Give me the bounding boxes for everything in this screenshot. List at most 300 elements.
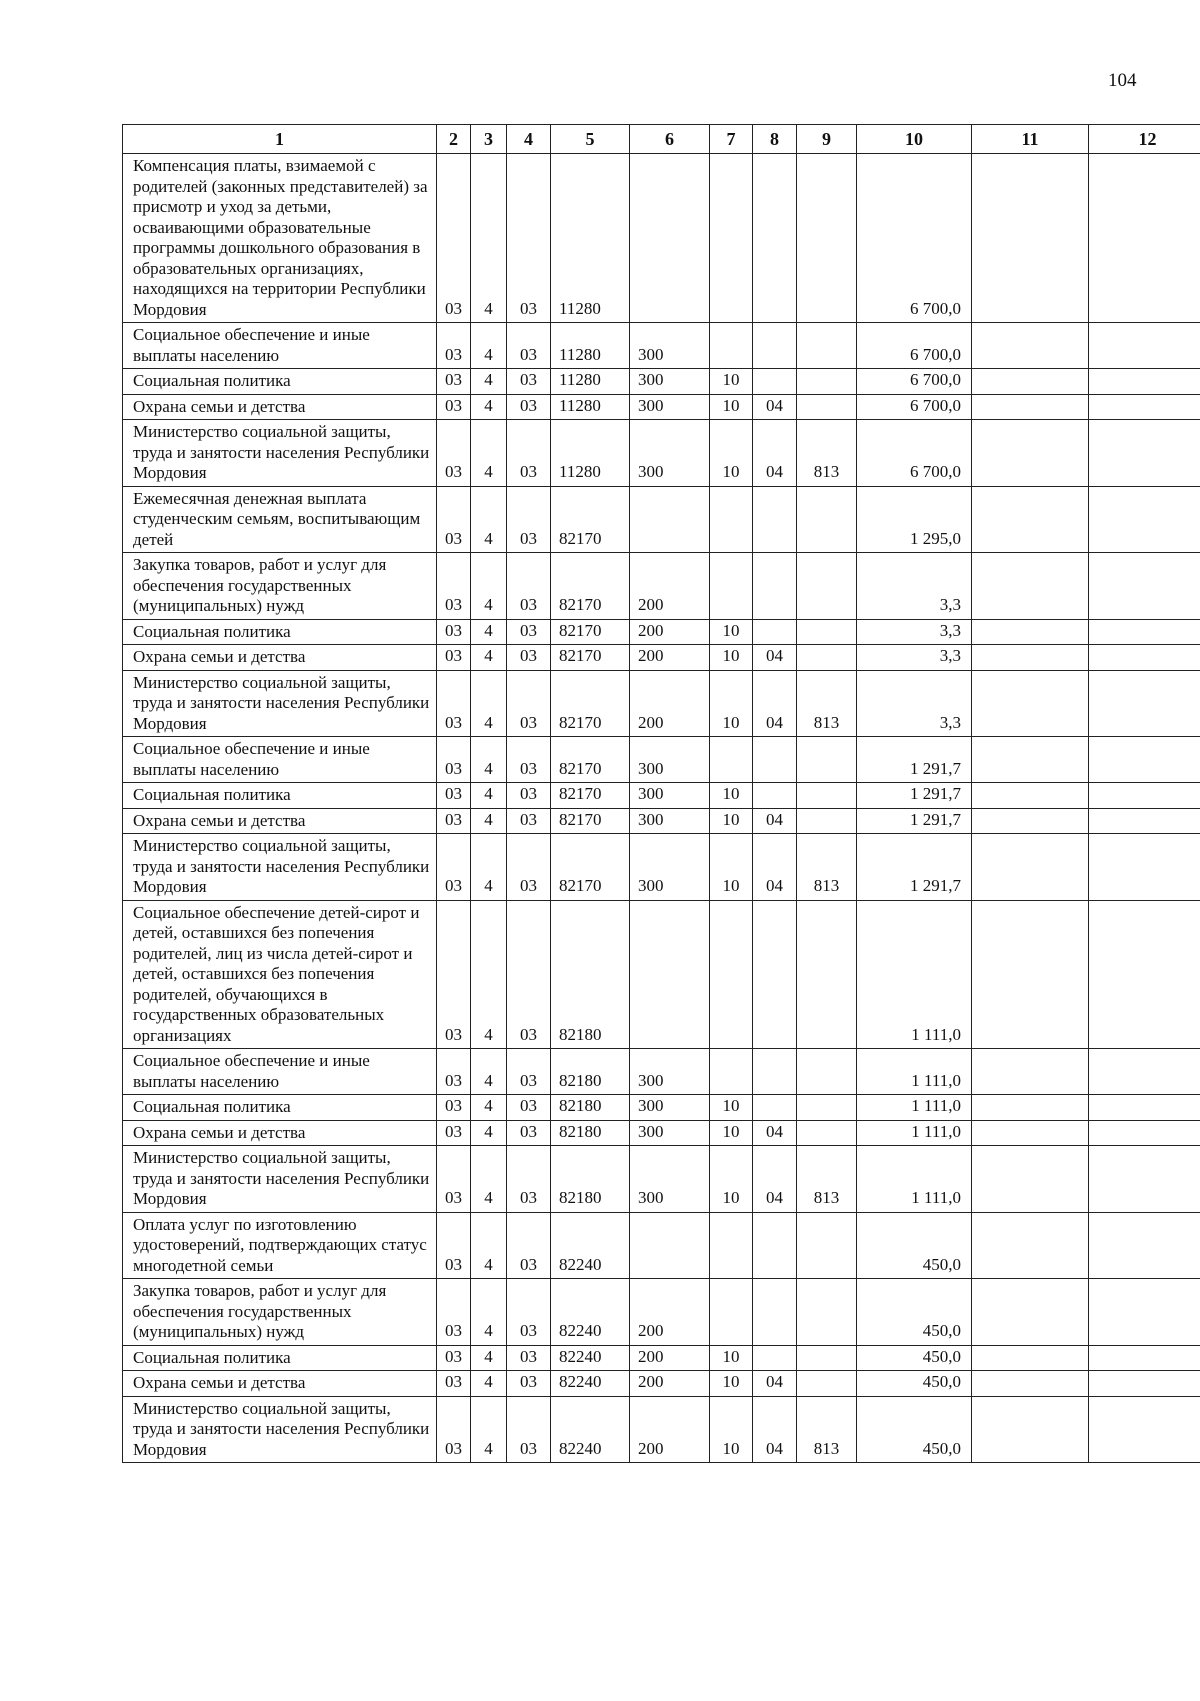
cell-col-2: 03 bbox=[437, 1396, 471, 1463]
cell-col-5: 82170 bbox=[551, 783, 630, 809]
table-row bbox=[123, 1371, 1200, 1397]
row-label: Охрана семьи и детства bbox=[123, 1371, 437, 1397]
cell-col-8 bbox=[753, 619, 797, 645]
cell-col-7: 10 bbox=[710, 619, 753, 645]
cell-col-11 bbox=[972, 420, 1089, 487]
cell-col-3: 4 bbox=[471, 834, 507, 901]
row-label: Социальная политика bbox=[123, 619, 437, 645]
cell-col-10: 1 291,7 bbox=[857, 808, 972, 834]
column-header: 11 bbox=[972, 125, 1089, 154]
row-label: Министерство социальной защиты, труда и занятости населения Республики Мордовия bbox=[123, 1146, 437, 1213]
table-row bbox=[123, 394, 1200, 420]
cell-col-8 bbox=[753, 900, 797, 1049]
cell-col-2: 03 bbox=[437, 783, 471, 809]
cell-col-2: 03 bbox=[437, 154, 471, 323]
cell-col-3: 4 bbox=[471, 1212, 507, 1279]
cell-col-5: 11280 bbox=[551, 369, 630, 395]
cell-col-9 bbox=[797, 1049, 857, 1095]
cell-col-10: 1 111,0 bbox=[857, 1095, 972, 1121]
cell-col-6: 300 bbox=[630, 1049, 710, 1095]
cell-col-4: 03 bbox=[507, 1120, 551, 1146]
cell-col-9 bbox=[797, 1212, 857, 1279]
cell-col-4: 03 bbox=[507, 834, 551, 901]
table-row bbox=[123, 808, 1200, 834]
cell-col-2: 03 bbox=[437, 420, 471, 487]
column-header: 9 bbox=[797, 125, 857, 154]
cell-col-10: 450,0 bbox=[857, 1212, 972, 1279]
cell-col-3: 4 bbox=[471, 1049, 507, 1095]
cell-col-3: 4 bbox=[471, 369, 507, 395]
cell-col-10: 3,3 bbox=[857, 670, 972, 737]
cell-col-11 bbox=[972, 1049, 1089, 1095]
cell-col-8 bbox=[753, 1095, 797, 1121]
cell-col-7 bbox=[710, 323, 753, 369]
cell-col-4: 03 bbox=[507, 394, 551, 420]
cell-col-4: 03 bbox=[507, 737, 551, 783]
cell-col-6: 300 bbox=[630, 323, 710, 369]
cell-col-12 bbox=[1089, 900, 1200, 1049]
row-label: Социальное обеспечение и иные выплаты населению bbox=[123, 1049, 437, 1095]
cell-col-6: 300 bbox=[630, 783, 710, 809]
cell-col-4: 03 bbox=[507, 323, 551, 369]
cell-col-12 bbox=[1089, 1345, 1200, 1371]
cell-col-9 bbox=[797, 783, 857, 809]
table-row bbox=[123, 369, 1200, 395]
cell-col-8 bbox=[753, 1279, 797, 1346]
cell-col-9 bbox=[797, 394, 857, 420]
cell-col-9 bbox=[797, 808, 857, 834]
cell-col-3: 4 bbox=[471, 1279, 507, 1346]
cell-col-8: 04 bbox=[753, 1120, 797, 1146]
cell-col-3: 4 bbox=[471, 1120, 507, 1146]
cell-col-10: 3,3 bbox=[857, 619, 972, 645]
table-row bbox=[123, 1049, 1200, 1095]
table-row bbox=[123, 900, 1200, 1049]
cell-col-3: 4 bbox=[471, 808, 507, 834]
cell-col-12 bbox=[1089, 834, 1200, 901]
cell-col-3: 4 bbox=[471, 1396, 507, 1463]
cell-col-7: 10 bbox=[710, 1345, 753, 1371]
row-label: Закупка товаров, работ и услуг для обеспечения государственных (муниципальных) нужд bbox=[123, 553, 437, 620]
cell-col-2: 03 bbox=[437, 834, 471, 901]
row-label: Социальная политика bbox=[123, 783, 437, 809]
cell-col-5: 82240 bbox=[551, 1279, 630, 1346]
cell-col-11 bbox=[972, 394, 1089, 420]
cell-col-6: 300 bbox=[630, 394, 710, 420]
cell-col-8: 04 bbox=[753, 394, 797, 420]
cell-col-4: 03 bbox=[507, 900, 551, 1049]
table-body bbox=[123, 154, 1200, 1463]
table-row bbox=[123, 737, 1200, 783]
cell-col-4: 03 bbox=[507, 1212, 551, 1279]
cell-col-2: 03 bbox=[437, 323, 471, 369]
table-row bbox=[123, 645, 1200, 671]
row-label: Охрана семьи и детства bbox=[123, 1120, 437, 1146]
cell-col-7 bbox=[710, 154, 753, 323]
cell-col-12 bbox=[1089, 394, 1200, 420]
cell-col-9 bbox=[797, 323, 857, 369]
cell-col-11 bbox=[972, 154, 1089, 323]
cell-col-7: 10 bbox=[710, 1146, 753, 1213]
cell-col-11 bbox=[972, 323, 1089, 369]
table-row bbox=[123, 834, 1200, 901]
cell-col-2: 03 bbox=[437, 1279, 471, 1346]
row-label: Социальное обеспечение и иные выплаты населению bbox=[123, 737, 437, 783]
cell-col-8 bbox=[753, 486, 797, 553]
cell-col-12 bbox=[1089, 1212, 1200, 1279]
cell-col-9 bbox=[797, 1345, 857, 1371]
cell-col-6: 200 bbox=[630, 645, 710, 671]
cell-col-2: 03 bbox=[437, 394, 471, 420]
column-header: 1 bbox=[123, 125, 437, 154]
cell-col-3: 4 bbox=[471, 619, 507, 645]
cell-col-10: 1 291,7 bbox=[857, 783, 972, 809]
cell-col-5: 11280 bbox=[551, 154, 630, 323]
cell-col-6: 300 bbox=[630, 834, 710, 901]
row-label: Охрана семьи и детства bbox=[123, 808, 437, 834]
cell-col-3: 4 bbox=[471, 323, 507, 369]
cell-col-3: 4 bbox=[471, 486, 507, 553]
cell-col-11 bbox=[972, 486, 1089, 553]
cell-col-3: 4 bbox=[471, 420, 507, 487]
cell-col-4: 03 bbox=[507, 369, 551, 395]
cell-col-9: 813 bbox=[797, 1146, 857, 1213]
cell-col-4: 03 bbox=[507, 1146, 551, 1213]
cell-col-12 bbox=[1089, 1371, 1200, 1397]
cell-col-6: 300 bbox=[630, 737, 710, 783]
cell-col-8: 04 bbox=[753, 834, 797, 901]
cell-col-6: 300 bbox=[630, 1146, 710, 1213]
row-label: Министерство социальной защиты, труда и занятости населения Республики Мордовия bbox=[123, 670, 437, 737]
cell-col-6 bbox=[630, 154, 710, 323]
cell-col-9 bbox=[797, 645, 857, 671]
cell-col-4: 03 bbox=[507, 1279, 551, 1346]
cell-col-12 bbox=[1089, 645, 1200, 671]
cell-col-12 bbox=[1089, 1146, 1200, 1213]
cell-col-3: 4 bbox=[471, 737, 507, 783]
cell-col-10: 6 700,0 bbox=[857, 154, 972, 323]
cell-col-3: 4 bbox=[471, 394, 507, 420]
cell-col-12 bbox=[1089, 369, 1200, 395]
cell-col-2: 03 bbox=[437, 369, 471, 395]
cell-col-8: 04 bbox=[753, 645, 797, 671]
cell-col-5: 82170 bbox=[551, 834, 630, 901]
cell-col-4: 03 bbox=[507, 1396, 551, 1463]
cell-col-8 bbox=[753, 154, 797, 323]
cell-col-5: 82170 bbox=[551, 619, 630, 645]
cell-col-11 bbox=[972, 808, 1089, 834]
cell-col-10: 3,3 bbox=[857, 645, 972, 671]
column-header: 7 bbox=[710, 125, 753, 154]
row-label: Охрана семьи и детства bbox=[123, 645, 437, 671]
cell-col-8: 04 bbox=[753, 420, 797, 487]
cell-col-12 bbox=[1089, 486, 1200, 553]
row-label: Социальная политика bbox=[123, 1345, 437, 1371]
cell-col-11 bbox=[972, 1146, 1089, 1213]
cell-col-9 bbox=[797, 486, 857, 553]
row-label: Министерство социальной защиты, труда и занятости населения Республики Мордовия bbox=[123, 1396, 437, 1463]
cell-col-10: 1 111,0 bbox=[857, 1120, 972, 1146]
cell-col-5: 82170 bbox=[551, 670, 630, 737]
cell-col-9 bbox=[797, 1371, 857, 1397]
cell-col-5: 82240 bbox=[551, 1371, 630, 1397]
row-label: Министерство социальной защиты, труда и занятости населения Республики Мордовия bbox=[123, 420, 437, 487]
cell-col-8 bbox=[753, 1212, 797, 1279]
cell-col-6: 200 bbox=[630, 1396, 710, 1463]
cell-col-2: 03 bbox=[437, 619, 471, 645]
cell-col-6: 300 bbox=[630, 808, 710, 834]
cell-col-6 bbox=[630, 900, 710, 1049]
cell-col-6: 200 bbox=[630, 619, 710, 645]
cell-col-7 bbox=[710, 1212, 753, 1279]
cell-col-9 bbox=[797, 553, 857, 620]
row-label: Социальное обеспечение детей-сирот и детей, оставшихся без попечения родителей, лиц из числа детей-сирот и детей, оставшихся без попечения родителей, обучающихся в государственных образовательных организациях bbox=[123, 900, 437, 1049]
cell-col-11 bbox=[972, 1212, 1089, 1279]
cell-col-7: 10 bbox=[710, 783, 753, 809]
cell-col-11 bbox=[972, 1120, 1089, 1146]
cell-col-6: 200 bbox=[630, 1345, 710, 1371]
cell-col-11 bbox=[972, 670, 1089, 737]
cell-col-10: 1 111,0 bbox=[857, 1146, 972, 1213]
budget-table bbox=[122, 124, 1200, 1463]
cell-col-8 bbox=[753, 1345, 797, 1371]
cell-col-7: 10 bbox=[710, 1120, 753, 1146]
cell-col-10: 6 700,0 bbox=[857, 420, 972, 487]
cell-col-7: 10 bbox=[710, 808, 753, 834]
cell-col-2: 03 bbox=[437, 553, 471, 620]
cell-col-6: 200 bbox=[630, 1279, 710, 1346]
cell-col-3: 4 bbox=[471, 154, 507, 323]
table-row bbox=[123, 1212, 1200, 1279]
cell-col-10: 450,0 bbox=[857, 1279, 972, 1346]
cell-col-12 bbox=[1089, 670, 1200, 737]
table-row bbox=[123, 154, 1200, 323]
cell-col-12 bbox=[1089, 154, 1200, 323]
cell-col-9 bbox=[797, 1279, 857, 1346]
cell-col-4: 03 bbox=[507, 553, 551, 620]
cell-col-5: 82170 bbox=[551, 808, 630, 834]
cell-col-10: 1 295,0 bbox=[857, 486, 972, 553]
cell-col-10: 6 700,0 bbox=[857, 369, 972, 395]
cell-col-10: 450,0 bbox=[857, 1396, 972, 1463]
column-header: 2 bbox=[437, 125, 471, 154]
cell-col-4: 03 bbox=[507, 154, 551, 323]
table-row bbox=[123, 1396, 1200, 1463]
cell-col-11 bbox=[972, 619, 1089, 645]
cell-col-3: 4 bbox=[471, 1345, 507, 1371]
cell-col-7: 10 bbox=[710, 1371, 753, 1397]
cell-col-11 bbox=[972, 783, 1089, 809]
table-row bbox=[123, 1345, 1200, 1371]
cell-col-7 bbox=[710, 737, 753, 783]
row-label: Ежемесячная денежная выплата студенческим семьям, воспитывающим детей bbox=[123, 486, 437, 553]
cell-col-7: 10 bbox=[710, 1396, 753, 1463]
cell-col-8 bbox=[753, 369, 797, 395]
cell-col-12 bbox=[1089, 1049, 1200, 1095]
cell-col-5: 82170 bbox=[551, 553, 630, 620]
cell-col-3: 4 bbox=[471, 900, 507, 1049]
cell-col-12 bbox=[1089, 420, 1200, 487]
cell-col-5: 82180 bbox=[551, 1095, 630, 1121]
cell-col-9 bbox=[797, 619, 857, 645]
cell-col-9 bbox=[797, 900, 857, 1049]
column-header: 10 bbox=[857, 125, 972, 154]
cell-col-11 bbox=[972, 553, 1089, 620]
cell-col-7 bbox=[710, 1279, 753, 1346]
cell-col-11 bbox=[972, 1396, 1089, 1463]
cell-col-5: 82180 bbox=[551, 900, 630, 1049]
cell-col-2: 03 bbox=[437, 1120, 471, 1146]
table-row bbox=[123, 1120, 1200, 1146]
cell-col-5: 82180 bbox=[551, 1120, 630, 1146]
cell-col-2: 03 bbox=[437, 1146, 471, 1213]
table-row bbox=[123, 1279, 1200, 1346]
cell-col-8 bbox=[753, 553, 797, 620]
cell-col-8 bbox=[753, 737, 797, 783]
cell-col-2: 03 bbox=[437, 1212, 471, 1279]
cell-col-12 bbox=[1089, 1095, 1200, 1121]
column-header: 4 bbox=[507, 125, 551, 154]
cell-col-5: 82170 bbox=[551, 645, 630, 671]
cell-col-12 bbox=[1089, 737, 1200, 783]
cell-col-5: 82240 bbox=[551, 1212, 630, 1279]
cell-col-10: 1 111,0 bbox=[857, 1049, 972, 1095]
table-row bbox=[123, 553, 1200, 620]
cell-col-12 bbox=[1089, 808, 1200, 834]
cell-col-12 bbox=[1089, 1396, 1200, 1463]
table-row bbox=[123, 323, 1200, 369]
cell-col-5: 11280 bbox=[551, 394, 630, 420]
cell-col-11 bbox=[972, 737, 1089, 783]
cell-col-7 bbox=[710, 900, 753, 1049]
cell-col-2: 03 bbox=[437, 1345, 471, 1371]
cell-col-10: 450,0 bbox=[857, 1371, 972, 1397]
cell-col-8: 04 bbox=[753, 808, 797, 834]
cell-col-7: 10 bbox=[710, 1095, 753, 1121]
table-row bbox=[123, 420, 1200, 487]
cell-col-7: 10 bbox=[710, 645, 753, 671]
cell-col-2: 03 bbox=[437, 1095, 471, 1121]
cell-col-9: 813 bbox=[797, 834, 857, 901]
cell-col-8 bbox=[753, 323, 797, 369]
cell-col-12 bbox=[1089, 323, 1200, 369]
cell-col-5: 82180 bbox=[551, 1146, 630, 1213]
header-row bbox=[123, 125, 1200, 154]
row-label: Закупка товаров, работ и услуг для обеспечения государственных (муниципальных) нужд bbox=[123, 1279, 437, 1346]
column-header: 5 bbox=[551, 125, 630, 154]
cell-col-11 bbox=[972, 1279, 1089, 1346]
cell-col-4: 03 bbox=[507, 1371, 551, 1397]
cell-col-6 bbox=[630, 1212, 710, 1279]
cell-col-12 bbox=[1089, 1120, 1200, 1146]
cell-col-4: 03 bbox=[507, 808, 551, 834]
cell-col-2: 03 bbox=[437, 808, 471, 834]
cell-col-11 bbox=[972, 645, 1089, 671]
cell-col-12 bbox=[1089, 619, 1200, 645]
row-label: Социальная политика bbox=[123, 1095, 437, 1121]
cell-col-2: 03 bbox=[437, 737, 471, 783]
table-row bbox=[123, 783, 1200, 809]
cell-col-5: 82170 bbox=[551, 737, 630, 783]
row-label: Социальная политика bbox=[123, 369, 437, 395]
cell-col-2: 03 bbox=[437, 1049, 471, 1095]
cell-col-4: 03 bbox=[507, 486, 551, 553]
cell-col-2: 03 bbox=[437, 645, 471, 671]
cell-col-7 bbox=[710, 553, 753, 620]
cell-col-9: 813 bbox=[797, 420, 857, 487]
cell-col-10: 1 291,7 bbox=[857, 834, 972, 901]
cell-col-10: 1 291,7 bbox=[857, 737, 972, 783]
cell-col-10: 6 700,0 bbox=[857, 323, 972, 369]
cell-col-9 bbox=[797, 737, 857, 783]
column-header: 8 bbox=[753, 125, 797, 154]
cell-col-9 bbox=[797, 1120, 857, 1146]
cell-col-8: 04 bbox=[753, 1371, 797, 1397]
cell-col-10: 1 111,0 bbox=[857, 900, 972, 1049]
cell-col-7: 10 bbox=[710, 394, 753, 420]
cell-col-6: 300 bbox=[630, 369, 710, 395]
cell-col-9 bbox=[797, 369, 857, 395]
cell-col-7 bbox=[710, 1049, 753, 1095]
cell-col-5: 11280 bbox=[551, 323, 630, 369]
cell-col-11 bbox=[972, 369, 1089, 395]
cell-col-3: 4 bbox=[471, 1095, 507, 1121]
cell-col-8: 04 bbox=[753, 1146, 797, 1213]
column-header: 12 bbox=[1089, 125, 1200, 154]
cell-col-7: 10 bbox=[710, 369, 753, 395]
table-row bbox=[123, 1095, 1200, 1121]
table-row bbox=[123, 670, 1200, 737]
cell-col-6: 200 bbox=[630, 553, 710, 620]
cell-col-9: 813 bbox=[797, 670, 857, 737]
column-header: 6 bbox=[630, 125, 710, 154]
row-label: Охрана семьи и детства bbox=[123, 394, 437, 420]
cell-col-10: 6 700,0 bbox=[857, 394, 972, 420]
row-label: Компенсация платы, взимаемой с родителей (законных представителей) за присмотр и уход за детьми, осваивающими образовательные программы дошкольного образования в образовательных организациях, находящихся на территории Республики Мордовия bbox=[123, 154, 437, 323]
cell-col-5: 11280 bbox=[551, 420, 630, 487]
cell-col-12 bbox=[1089, 783, 1200, 809]
cell-col-6: 300 bbox=[630, 420, 710, 487]
cell-col-7 bbox=[710, 486, 753, 553]
cell-col-12 bbox=[1089, 1279, 1200, 1346]
table-row bbox=[123, 619, 1200, 645]
cell-col-5: 82240 bbox=[551, 1396, 630, 1463]
cell-col-8 bbox=[753, 783, 797, 809]
cell-col-11 bbox=[972, 1371, 1089, 1397]
cell-col-7: 10 bbox=[710, 420, 753, 487]
cell-col-3: 4 bbox=[471, 1146, 507, 1213]
cell-col-11 bbox=[972, 900, 1089, 1049]
cell-col-8 bbox=[753, 1049, 797, 1095]
column-header: 3 bbox=[471, 125, 507, 154]
cell-col-3: 4 bbox=[471, 670, 507, 737]
cell-col-4: 03 bbox=[507, 619, 551, 645]
cell-col-9: 813 bbox=[797, 1396, 857, 1463]
cell-col-5: 82170 bbox=[551, 486, 630, 553]
row-label: Министерство социальной защиты, труда и занятости населения Республики Мордовия bbox=[123, 834, 437, 901]
cell-col-4: 03 bbox=[507, 645, 551, 671]
row-label: Оплата услуг по изготовлению удостоверений, подтверждающих статус многодетной семьи bbox=[123, 1212, 437, 1279]
cell-col-2: 03 bbox=[437, 1371, 471, 1397]
cell-col-11 bbox=[972, 1345, 1089, 1371]
cell-col-6: 300 bbox=[630, 1120, 710, 1146]
cell-col-3: 4 bbox=[471, 783, 507, 809]
cell-col-3: 4 bbox=[471, 553, 507, 620]
cell-col-8: 04 bbox=[753, 1396, 797, 1463]
cell-col-2: 03 bbox=[437, 486, 471, 553]
cell-col-6 bbox=[630, 486, 710, 553]
cell-col-12 bbox=[1089, 553, 1200, 620]
